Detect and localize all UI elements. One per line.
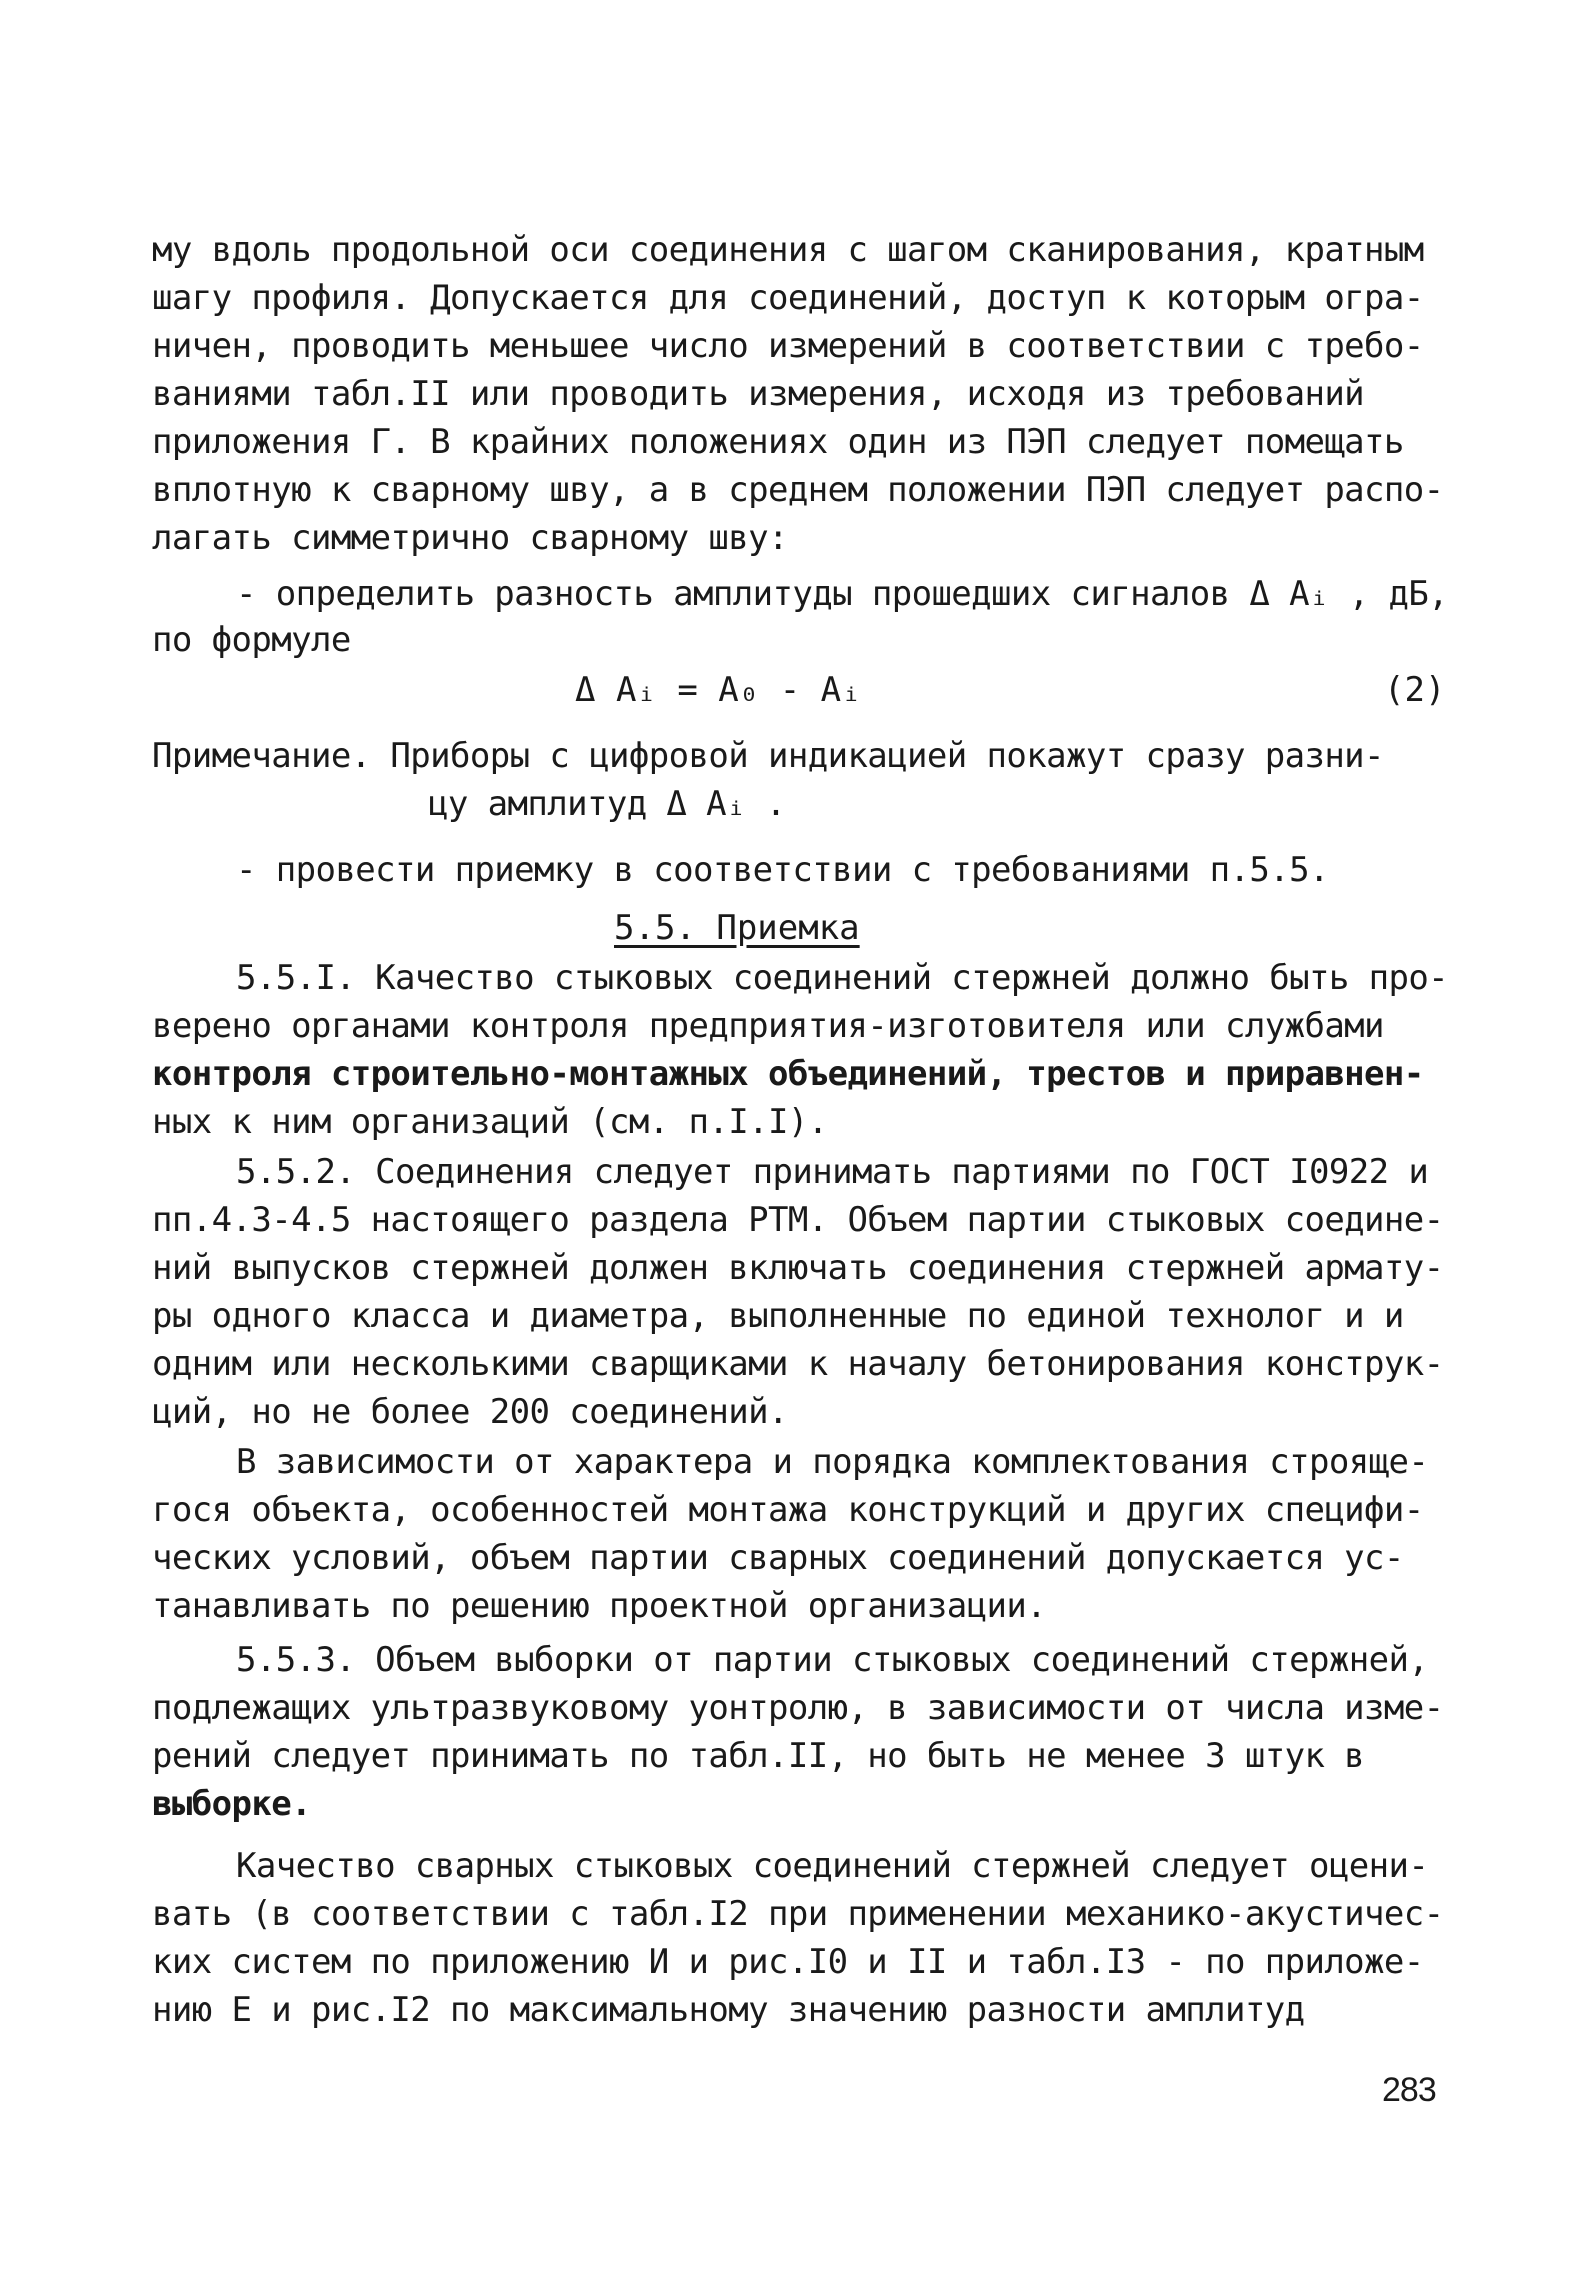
note-line: цу амплитуд Δ Aᵢ . <box>428 784 786 824</box>
text-line: вать (в соответствии с табл.I2 при применении механико-акустичес- <box>152 1894 1444 1934</box>
text-line: верено органами контроля предприятия-изготовителя или службами <box>152 1006 1384 1046</box>
text-line: ний выпусков стержней должен включать соединения стержней армату- <box>152 1248 1444 1288</box>
page-number: 283 <box>1382 2071 1436 2109</box>
text-line: выборке. <box>152 1784 311 1824</box>
text-line: ваниями табл.II или проводить измерения, исходя из требований <box>152 374 1365 414</box>
text-line: ных к ним организаций (см. п.I.I). <box>152 1102 828 1142</box>
formula: Δ Aᵢ = A₀ - Aᵢ <box>575 670 862 710</box>
text-line: лагать симметрично сварному шву: <box>152 518 788 558</box>
text-line: Качество сварных стыковых соединений стержней следует оцени- <box>236 1846 1429 1886</box>
text-line: шагу профиля. Допускается для соединений, доступ к которым огра- <box>152 278 1424 318</box>
text-line: ничен, проводить меньшее число измерений в соответствии с требо- <box>152 326 1424 366</box>
text-line: пп.4.3-4.5 настоящего раздела РТМ. Объем партии стыковых соедине- <box>152 1200 1444 1240</box>
text-line: рений следует принимать по табл.II, но быть не менее 3 штук в <box>152 1736 1365 1776</box>
text-line: - провести приемку в соответствии с требованиями п.5.5. <box>236 850 1329 890</box>
text-line: ческих условий, объем партии сварных соединений допускается ус- <box>152 1538 1404 1578</box>
section-heading: 5.5. Приемка <box>614 908 860 948</box>
text-line: - определить разность амплитуды прошедших сигналов Δ Aᵢ , дБ, <box>236 574 1449 614</box>
text-line: одним или несколькими сварщиками к началу бетонирования конструк- <box>152 1344 1444 1384</box>
text-line: нию Е и рис.I2 по максимальному значению разности амплитуд <box>152 1990 1305 2030</box>
text-line: приложения Г. В крайних положениях один из ПЭП следует помещать <box>152 422 1404 462</box>
text-line <box>152 228 1437 272</box>
text-line: по формуле <box>152 620 351 660</box>
note-line: Примечание. Приборы с цифровой индикацией покажут сразу разни- <box>152 736 1384 776</box>
text-line: В зависимости от характера и порядка комплектования строяще- <box>236 1442 1429 1482</box>
formula-number: (2) <box>1384 670 1446 710</box>
text-line: 5.5.I. Качество стыковых соединений стержней должно быть про- <box>236 958 1449 998</box>
text-line: 5.5.2. Соединения следует принимать партиями по ГОСТ I0922 и <box>236 1152 1429 1192</box>
text-line: ких систем по приложению И и рис.I0 и II и табл.I3 - по приложе- <box>152 1942 1424 1982</box>
text-line: вплотную к сварному шву, а в среднем положении ПЭП следует распо- <box>152 470 1444 510</box>
text-line-content: му вдоль продольной оси соединения с шагом сканирования, кратным <box>152 230 1424 270</box>
text-line: ций, но не более 200 соединений. <box>152 1392 788 1432</box>
text-line: контроля строительно-монтажных объединений, трестов и приравнен- <box>152 1054 1424 1094</box>
text-line: гося объекта, особенностей монтажа конструкций и других специфи- <box>152 1490 1424 1530</box>
text-line: подлежащих ультразвуковому уонтролю, в зависимости от числа изме- <box>152 1688 1444 1728</box>
text-line: 5.5.3. Объем выборки от партии стыковых соединений стержней, <box>236 1640 1429 1680</box>
text-line: танавливать по решению проектной организации. <box>152 1586 1047 1626</box>
text-line: ры одного класса и диаметра, выполненные по единой технолог и и <box>152 1296 1404 1336</box>
